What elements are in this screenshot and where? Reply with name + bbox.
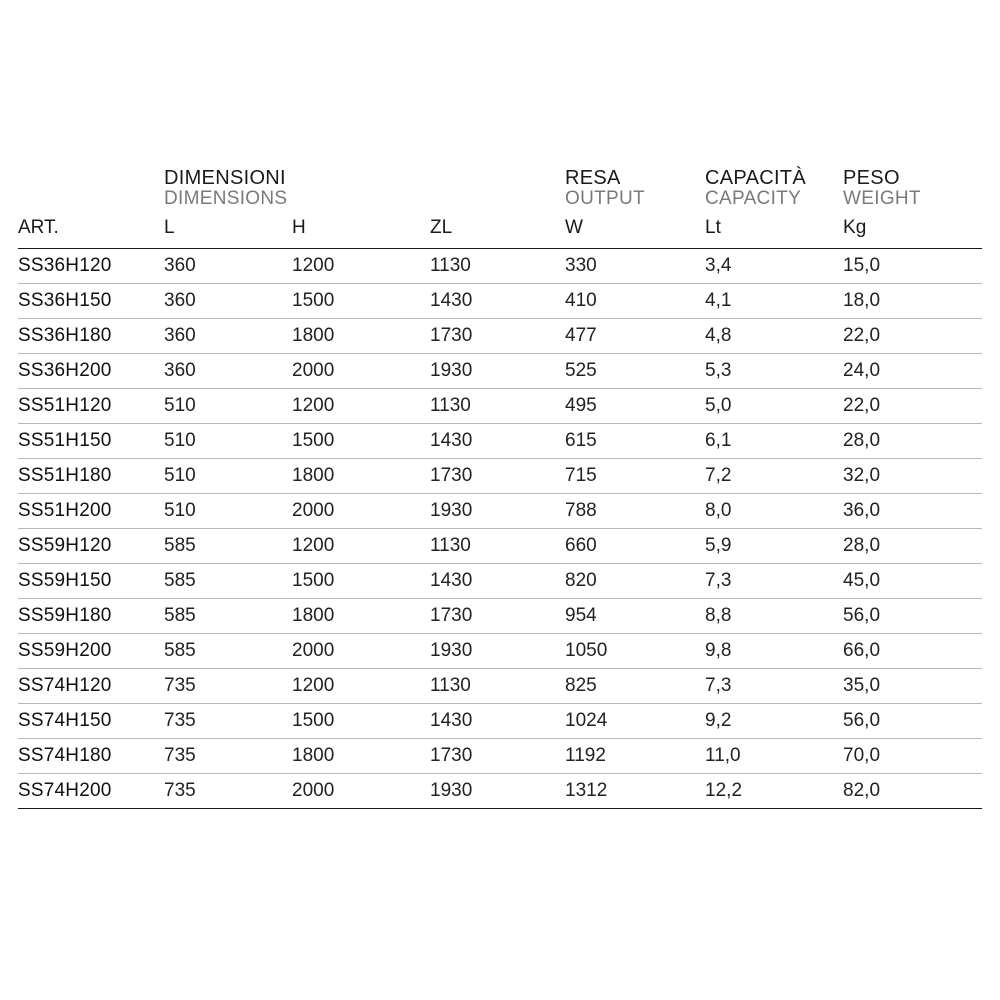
table-row: [18, 318, 982, 353]
cell-lt: 7,3: [705, 563, 843, 598]
cell-w: 410: [565, 283, 705, 318]
cell-h: 1800: [292, 318, 430, 353]
cell-art: SS74H150: [18, 703, 164, 738]
column-header-h: H: [292, 215, 430, 249]
cell-zl: 1130: [430, 668, 565, 703]
column-header-zl: ZL: [430, 215, 565, 249]
group-header-capacity-en: CAPACITY: [705, 187, 802, 209]
cell-l: 585: [164, 598, 292, 633]
cell-lt: 9,8: [705, 633, 843, 668]
cell-h: 1500: [292, 423, 430, 458]
cell-lt: 4,1: [705, 283, 843, 318]
cell-zl: 1130: [430, 248, 565, 283]
group-header-row: [18, 168, 982, 215]
cell-lt: 12,2: [705, 773, 843, 808]
cell-art: SS59H180: [18, 598, 164, 633]
cell-lt: 3,4: [705, 248, 843, 283]
table-row: [18, 633, 982, 668]
cell-l: 585: [164, 528, 292, 563]
cell-w: 1050: [565, 633, 705, 668]
cell-kg: 18,0: [843, 283, 982, 318]
cell-h: 1800: [292, 738, 430, 773]
group-header-capacity: [705, 168, 843, 215]
cell-w: 660: [565, 528, 705, 563]
cell-lt: 8,0: [705, 493, 843, 528]
cell-kg: 70,0: [843, 738, 982, 773]
column-header-kg: Kg: [843, 215, 982, 249]
cell-lt: 5,3: [705, 353, 843, 388]
cell-zl: 1730: [430, 598, 565, 633]
group-header-capacity-it: CAPACITÀ: [705, 167, 806, 189]
cell-h: 1800: [292, 458, 430, 493]
cell-zl: 1430: [430, 283, 565, 318]
cell-w: 495: [565, 388, 705, 423]
cell-w: 820: [565, 563, 705, 598]
column-header-w: W: [565, 215, 705, 249]
cell-kg: 28,0: [843, 423, 982, 458]
table-row: [18, 458, 982, 493]
cell-h: 1200: [292, 388, 430, 423]
specifications-table: [18, 168, 982, 809]
cell-w: 825: [565, 668, 705, 703]
cell-h: 1500: [292, 703, 430, 738]
cell-l: 360: [164, 353, 292, 388]
cell-zl: 1930: [430, 773, 565, 808]
table-row: [18, 563, 982, 598]
cell-w: 525: [565, 353, 705, 388]
cell-l: 510: [164, 493, 292, 528]
cell-l: 510: [164, 388, 292, 423]
cell-lt: 5,9: [705, 528, 843, 563]
cell-art: SS74H200: [18, 773, 164, 808]
cell-l: 735: [164, 738, 292, 773]
cell-zl: 1730: [430, 318, 565, 353]
cell-l: 585: [164, 563, 292, 598]
group-header-dimensions-en: DIMENSIONS: [164, 187, 288, 209]
cell-h: 2000: [292, 353, 430, 388]
cell-w: 615: [565, 423, 705, 458]
table-body: [18, 248, 982, 808]
cell-art: SS36H150: [18, 283, 164, 318]
cell-art: SS59H150: [18, 563, 164, 598]
cell-art: SS51H200: [18, 493, 164, 528]
group-header-weight-en: WEIGHT: [843, 187, 921, 209]
cell-kg: 15,0: [843, 248, 982, 283]
group-header-output: [565, 168, 705, 215]
table-row: [18, 353, 982, 388]
cell-lt: 11,0: [705, 738, 843, 773]
cell-w: 1192: [565, 738, 705, 773]
cell-l: 360: [164, 248, 292, 283]
table-row: [18, 668, 982, 703]
cell-zl: 1930: [430, 353, 565, 388]
table-row: [18, 248, 982, 283]
cell-l: 360: [164, 318, 292, 353]
cell-h: 1800: [292, 598, 430, 633]
cell-zl: 1430: [430, 423, 565, 458]
group-header-weight-it: PESO: [843, 167, 900, 189]
cell-h: 2000: [292, 493, 430, 528]
column-header-l: L: [164, 215, 292, 249]
cell-zl: 1130: [430, 528, 565, 563]
cell-kg: 28,0: [843, 528, 982, 563]
table-row: [18, 773, 982, 808]
group-header-output-it: RESA: [565, 167, 621, 189]
table-row: [18, 423, 982, 458]
cell-l: 510: [164, 458, 292, 493]
cell-art: SS36H180: [18, 318, 164, 353]
cell-kg: 56,0: [843, 598, 982, 633]
table-row: [18, 528, 982, 563]
column-header-row: [18, 215, 982, 249]
cell-w: 1024: [565, 703, 705, 738]
cell-art: SS51H150: [18, 423, 164, 458]
cell-l: 735: [164, 668, 292, 703]
cell-zl: 1930: [430, 633, 565, 668]
cell-lt: 5,0: [705, 388, 843, 423]
cell-w: 477: [565, 318, 705, 353]
cell-kg: 66,0: [843, 633, 982, 668]
cell-h: 1200: [292, 528, 430, 563]
cell-h: 2000: [292, 773, 430, 808]
cell-w: 1312: [565, 773, 705, 808]
group-header-weight: [843, 168, 982, 215]
cell-kg: 56,0: [843, 703, 982, 738]
cell-kg: 22,0: [843, 388, 982, 423]
cell-lt: 6,1: [705, 423, 843, 458]
cell-kg: 24,0: [843, 353, 982, 388]
cell-lt: 9,2: [705, 703, 843, 738]
cell-h: 1500: [292, 563, 430, 598]
cell-art: SS36H200: [18, 353, 164, 388]
cell-kg: 22,0: [843, 318, 982, 353]
cell-h: 2000: [292, 633, 430, 668]
cell-art: SS36H120: [18, 248, 164, 283]
cell-l: 585: [164, 633, 292, 668]
cell-w: 330: [565, 248, 705, 283]
cell-h: 1500: [292, 283, 430, 318]
cell-kg: 32,0: [843, 458, 982, 493]
cell-zl: 1730: [430, 738, 565, 773]
group-header-empty: [18, 168, 164, 215]
group-header-dimensions-it: DIMENSIONI: [164, 167, 286, 189]
table-row: [18, 493, 982, 528]
table-row: [18, 283, 982, 318]
cell-art: SS74H180: [18, 738, 164, 773]
cell-l: 735: [164, 773, 292, 808]
cell-kg: 36,0: [843, 493, 982, 528]
cell-w: 954: [565, 598, 705, 633]
cell-art: SS59H200: [18, 633, 164, 668]
cell-w: 715: [565, 458, 705, 493]
cell-zl: 1730: [430, 458, 565, 493]
table-row: [18, 738, 982, 773]
group-header-dimensions: [164, 168, 565, 215]
table-row: [18, 388, 982, 423]
cell-zl: 1930: [430, 493, 565, 528]
cell-kg: 45,0: [843, 563, 982, 598]
cell-kg: 35,0: [843, 668, 982, 703]
cell-art: SS74H120: [18, 668, 164, 703]
cell-w: 788: [565, 493, 705, 528]
cell-lt: 8,8: [705, 598, 843, 633]
cell-lt: 7,2: [705, 458, 843, 493]
cell-art: SS59H120: [18, 528, 164, 563]
table-row: [18, 703, 982, 738]
cell-lt: 4,8: [705, 318, 843, 353]
cell-l: 510: [164, 423, 292, 458]
cell-zl: 1430: [430, 703, 565, 738]
cell-kg: 82,0: [843, 773, 982, 808]
cell-h: 1200: [292, 668, 430, 703]
cell-h: 1200: [292, 248, 430, 283]
cell-l: 735: [164, 703, 292, 738]
group-header-output-en: OUTPUT: [565, 187, 645, 209]
table-row: [18, 598, 982, 633]
cell-art: SS51H120: [18, 388, 164, 423]
column-header-lt: Lt: [705, 215, 843, 249]
cell-zl: 1430: [430, 563, 565, 598]
cell-art: SS51H180: [18, 458, 164, 493]
cell-l: 360: [164, 283, 292, 318]
cell-lt: 7,3: [705, 668, 843, 703]
column-header-art: ART.: [18, 215, 164, 249]
cell-zl: 1130: [430, 388, 565, 423]
